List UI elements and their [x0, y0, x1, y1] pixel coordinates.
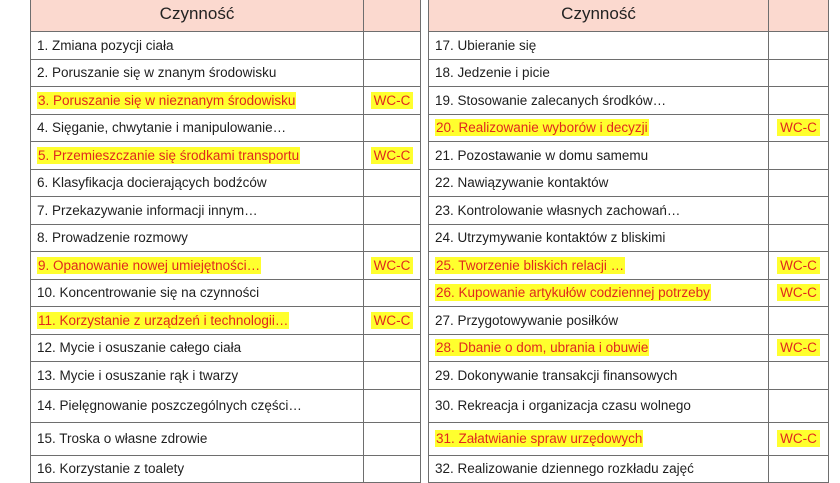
activity-label: 13. Mycie i osuszanie rąk i twarzy — [37, 367, 239, 383]
tag-cell — [769, 252, 829, 280]
tag-cell — [769, 279, 829, 307]
table-row — [429, 224, 829, 252]
table-row — [429, 197, 829, 225]
tag-cell — [769, 224, 829, 252]
tag-cell — [364, 252, 421, 280]
activity-label: 31. Załatwianie spraw urzędowych — [436, 431, 643, 446]
activity-label: 25. Tworzenie bliskich relacji … — [436, 257, 625, 273]
activity-cell — [429, 389, 769, 422]
table-row — [31, 169, 421, 197]
activity-cell — [31, 197, 364, 225]
activity-cell — [31, 422, 364, 455]
table-row — [31, 87, 421, 115]
tag-cell — [364, 307, 421, 335]
activity-cell — [31, 59, 364, 87]
activity-label: 17. Ubieranie się — [435, 37, 537, 53]
activity-label: 22. Nawiązywanie kontaktów — [435, 175, 609, 191]
activity-label: 8. Prowadzenie rozmowy — [37, 230, 188, 246]
tag-cell — [364, 197, 421, 225]
activity-label: 18. Jedzenie i picie — [435, 65, 550, 81]
wc-c-tag: WC-C — [371, 92, 414, 109]
activity-cell — [31, 307, 364, 335]
activity-label: 9. Opanowanie nowej umiejętności… — [38, 257, 261, 273]
table-row — [429, 422, 829, 455]
tag-cell — [364, 59, 421, 87]
tag-cell — [769, 87, 829, 115]
activity-cell — [31, 279, 364, 307]
tag-cell — [364, 32, 421, 60]
activity-label: 12. Mycie i osuszanie całego ciała — [37, 340, 242, 356]
activity-label: 10. Koncentrowanie się na czynności — [37, 285, 260, 301]
activity-cell — [429, 114, 769, 142]
activity-label: 23. Kontrolowanie własnych zachowań… — [435, 202, 681, 218]
table-row — [429, 362, 829, 390]
table-row — [429, 252, 829, 280]
activity-cell — [31, 389, 364, 422]
activity-cell — [429, 169, 769, 197]
activity-label: 7. Przekazywanie informacji innym… — [37, 202, 258, 218]
table-header-row — [31, 0, 421, 32]
activity-cell — [31, 224, 364, 252]
activity-label: 5. Przemieszczanie się środkami transportu — [38, 147, 300, 163]
activity-cell — [429, 32, 769, 60]
activity-label: 30. Rekreacja i organizacja czasu wolnego — [435, 398, 691, 413]
activity-cell — [429, 252, 769, 280]
activity-cell — [31, 32, 364, 60]
tag-cell — [769, 169, 829, 197]
activity-cell — [31, 87, 364, 115]
tag-cell — [769, 142, 829, 170]
table-row — [31, 142, 421, 170]
table-row — [429, 455, 829, 483]
tag-cell — [364, 362, 421, 390]
activity-label: 26. Kupowanie artykułów codziennej potrzeby — [436, 285, 710, 301]
table-row — [429, 279, 829, 307]
wc-c-tag: WC-C — [777, 284, 820, 301]
table-row — [31, 197, 421, 225]
activity-label: 1. Zmiana pozycji ciała — [37, 37, 174, 53]
activities-table-right — [428, 0, 829, 483]
wc-c-tag: WC-C — [371, 312, 414, 329]
tag-cell — [364, 224, 421, 252]
column-header-activity: Czynność — [429, 0, 769, 32]
wc-c-tag: WC-C — [777, 257, 820, 274]
activity-cell — [429, 455, 769, 483]
activity-label: 15. Troska o własne zdrowie — [37, 431, 208, 446]
tag-cell — [769, 32, 829, 60]
wc-c-tag: WC-C — [371, 147, 414, 164]
wc-c-tag: WC-C — [777, 430, 820, 447]
activity-label: 14. Pielęgnowanie poszczególnych części… — [37, 398, 302, 413]
table-row — [31, 114, 421, 142]
table-row — [31, 279, 421, 307]
activity-label: 6. Klasyfikacja docierających bodźców — [37, 175, 267, 191]
tag-cell — [769, 389, 829, 422]
table-row — [429, 169, 829, 197]
table-row — [31, 362, 421, 390]
tag-cell — [769, 197, 829, 225]
activities-table-left — [30, 0, 421, 483]
activity-label: 29. Dokonywanie transakcji finansowych — [435, 367, 678, 383]
activity-label: 32. Realizowanie dziennego rozkładu zajęć — [435, 461, 694, 477]
tag-cell — [364, 142, 421, 170]
activity-cell — [429, 224, 769, 252]
activity-cell — [31, 252, 364, 280]
activity-cell — [429, 59, 769, 87]
activity-label: 19. Stosowanie zalecanych środków… — [435, 92, 667, 108]
activity-cell — [31, 334, 364, 362]
tag-cell — [769, 422, 829, 455]
table-body-left — [31, 32, 421, 483]
column-header-activity: Czynność — [31, 0, 364, 32]
table-row — [31, 252, 421, 280]
table-row — [429, 334, 829, 362]
tag-cell — [769, 455, 829, 483]
tag-cell — [769, 59, 829, 87]
activity-label: 28. Dbanie o dom, ubrania i obuwie — [436, 340, 649, 356]
activity-cell — [31, 114, 364, 142]
activity-cell — [429, 142, 769, 170]
tag-cell — [364, 334, 421, 362]
activity-label: 27. Przygotowywanie posiłków — [435, 312, 619, 328]
table-row — [429, 142, 829, 170]
tag-cell — [364, 279, 421, 307]
tag-cell — [769, 307, 829, 335]
column-header-tag — [769, 0, 829, 32]
table-row — [429, 389, 829, 422]
activity-label: 24. Utrzymywanie kontaktów z bliskimi — [435, 230, 666, 246]
table-row — [429, 307, 829, 335]
activity-cell — [429, 362, 769, 390]
activity-cell — [31, 142, 364, 170]
tag-cell — [364, 169, 421, 197]
activity-cell — [429, 197, 769, 225]
table-row — [429, 87, 829, 115]
activity-label: 21. Pozostawanie w domu samemu — [435, 147, 649, 163]
activity-cell — [429, 307, 769, 335]
table-row — [31, 32, 421, 60]
activity-label: 20. Realizowanie wyborów i decyzji — [436, 120, 648, 136]
table-header-row — [429, 0, 829, 32]
table-row — [31, 389, 421, 422]
tag-cell — [364, 87, 421, 115]
table-row — [31, 334, 421, 362]
table-row — [31, 224, 421, 252]
table-row — [429, 114, 829, 142]
table-body-right — [429, 32, 829, 483]
wc-c-tag: WC-C — [777, 339, 820, 356]
tag-cell — [769, 114, 829, 142]
activity-cell — [31, 455, 364, 483]
tag-cell — [769, 334, 829, 362]
table-row — [31, 307, 421, 335]
wc-c-tag: WC-C — [371, 257, 414, 274]
tag-cell — [769, 362, 829, 390]
table-row — [31, 455, 421, 483]
activity-label: 3. Poruszanie się w nieznanym środowisku — [38, 92, 296, 108]
table-row — [31, 59, 421, 87]
activity-cell — [429, 87, 769, 115]
table-row — [429, 59, 829, 87]
column-header-tag — [364, 0, 421, 32]
activity-label: 4. Sięganie, chwytanie i manipulowanie… — [37, 120, 287, 136]
activity-cell — [429, 279, 769, 307]
activity-cell — [429, 334, 769, 362]
activity-cell — [31, 362, 364, 390]
activity-label: 16. Korzystanie z toalety — [37, 461, 185, 477]
activity-cell — [31, 169, 364, 197]
activity-label: 2. Poruszanie się w znanym środowisku — [37, 65, 277, 81]
tag-cell — [364, 455, 421, 483]
tag-cell — [364, 114, 421, 142]
table-row — [31, 422, 421, 455]
tag-cell — [364, 389, 421, 422]
table-row — [429, 32, 829, 60]
activity-cell — [429, 422, 769, 455]
tag-cell — [364, 422, 421, 455]
activity-label: 11. Korzystanie z urządzeń i technologii… — [38, 312, 289, 328]
wc-c-tag: WC-C — [777, 119, 820, 136]
